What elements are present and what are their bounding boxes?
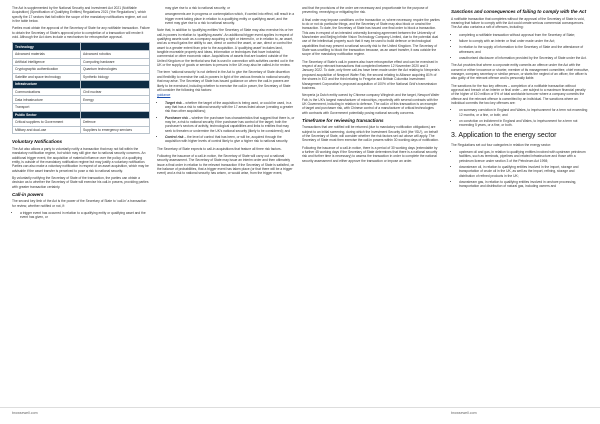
list-item: • failure to comply with an interim or final order made under the Act; bbox=[459, 39, 589, 43]
paragraph: Following the issuance of a call-in notice, there is a period of 30 working days (extendable by a further 45 working days if the Secretary of State determines that there is a national security risk and further time is necessary) to assess the transaction in order to complete the national security assessment and either approve the transaction or impose an order. bbox=[302, 145, 438, 163]
table-cell: Energy bbox=[81, 96, 150, 104]
table-cell bbox=[81, 81, 150, 89]
risk-title: Target risk bbox=[165, 100, 182, 105]
paragraph: Nexperia (a Dutch entity owned by Chinese company Wingtech and the target, Newport Wafer Fab, is the UK’s largest manufacturer of microchips, reportedly with several contracts with the UK Government, including in relation to defence. The call-in of this transaction is an example of target and purchaser risk, with Chinese control of a manufacturer of critical technologies with contracts with Government potentially posing national security concerns. bbox=[302, 93, 440, 115]
table-row bbox=[13, 50, 150, 58]
list-item: arrangements are in progress or contemplation which, if carried into effect, will result in a trigger event taking place in relation to a qualifying entity or qualifying asset, and the event may give rise to a risk to national security. bbox=[165, 12, 295, 26]
table-cell bbox=[81, 43, 150, 51]
bullet-list bbox=[451, 150, 589, 189]
list-item: • on summary conviction in England and Wales, to imprisonment for a term not exceeding 12 months, or a fine, or both; and bbox=[459, 108, 589, 117]
table-cell: Civil nuclear bbox=[81, 88, 150, 96]
column-2 bbox=[157, 6, 295, 179]
table-cell: Critical suppliers to Government bbox=[13, 119, 81, 127]
heading-call-in-powers: Call-in powers bbox=[12, 191, 44, 197]
table-cell bbox=[81, 111, 150, 119]
risk-title: Purchaser risk bbox=[165, 115, 188, 120]
list-item: • upstream oil and gas, in relation to qualifying entities involved with upstream petroleum facilities, such as terminals, pipelines and related infrastructure and those with a petroleum licence under section 3 of the Petroleum Act 1998; bbox=[459, 150, 589, 163]
list-item: • a trigger event has occurred in relation to a qualifying entity or qualifying asset and the event has given, or bbox=[20, 211, 150, 220]
table-cell: Data infrastructure bbox=[13, 96, 81, 104]
list-item bbox=[165, 116, 295, 133]
table-row bbox=[13, 73, 150, 81]
list-item bbox=[165, 101, 295, 114]
list-item: • downstream gas, in relation to qualifying entities involved in onshore processing, transportation and distribution of natural gas, including owners and bbox=[459, 180, 589, 189]
heading-voluntary-notifications: Voluntary Notifications bbox=[12, 139, 63, 145]
column-1 bbox=[12, 6, 150, 223]
table-cell: Artificial intelligence bbox=[13, 58, 81, 66]
risk-text: – whether the purchaser has characteristics that suggest that there is, or may be, a risk to national security if the purchaser has control of the target; both the purchaser’s sectors of activity, technological capabilities and links to entities that may seek to threaten or undermine the UK’s national security (likely to be considered); and bbox=[165, 115, 295, 133]
table-row bbox=[13, 126, 150, 134]
table-group-header bbox=[13, 81, 150, 89]
table-row bbox=[13, 104, 150, 112]
table-group-header bbox=[13, 111, 150, 119]
paragraph: A final order may impose conditions on the transaction or, where necessary, require the parties to do or not do particular things, and the Secretary of State may also block or unwind the transaction. To date, the Secretary of State has issued one final order to block a transaction. This was in respect of an intended university licensing agreement between the University of Manchester and Beijing Infinite Vision Technology Company Limited, due to the potential dual use of the intellectual property such that it may be used to build defence or technological capabilities that may present a national security risk to the United Kingdom. The Secretary of State was unwilling to block the transaction because, as an asset transfer, it was outside the scope of the mandatory notification regime. bbox=[302, 17, 440, 57]
sector-table bbox=[12, 42, 150, 134]
table-cell: Quantum technologies bbox=[81, 66, 150, 74]
table-cell: Military and dual-use bbox=[13, 126, 81, 134]
table-row bbox=[13, 58, 150, 66]
footer-left: browsewell.com bbox=[12, 411, 38, 415]
table-cell: Advanced materials bbox=[13, 50, 81, 58]
heading-sanctions: Sanctions and consequences of failing to comply with the Act bbox=[451, 9, 587, 14]
table-cell bbox=[81, 104, 150, 112]
table-cell: Satellite and space technology bbox=[13, 73, 81, 81]
table-cell: Defence bbox=[81, 119, 150, 127]
paragraph: The second key limb of the Act is the power of the Secretary of State to ‘call-in’ a transaction for review, whether notified or not, if: bbox=[12, 199, 147, 208]
guidance-link[interactable]: guidance bbox=[157, 93, 171, 98]
table-cell: Communications bbox=[13, 88, 81, 96]
paragraph: Transactions that are notified will be returned (due to mandatory notification obligations) are subject to an initial screening, during which the Investment Security Unit (the ‘ISU’), on behalf of the Secretary of State, will consider whether the risk factors set out above will apply. The Secretary of State must then exercise the call-in powers within 30 working days of notification. bbox=[302, 125, 439, 143]
paragraph: and that the provisions of the order are necessary and proportionate for the purpose of preventing, remedying or mitigating the risk. bbox=[302, 6, 429, 15]
list-item: • in relation to the supply of information to the Secretary of State and the attendance of witnesses; and bbox=[459, 45, 589, 54]
paragraph: The sanctions for the two key offences – completion of a notifiable transaction without approval and breach of an interim or final order – are subject to a maximum financial penalty of the higher of £10 million or 5% of total worldwide turnover where a company commits the offence and the relevant offence is committed by an individual. The sanctions where an individual commits the two key offences are: bbox=[451, 83, 586, 105]
column-4 bbox=[451, 6, 589, 192]
bullet-list bbox=[12, 211, 150, 220]
list-item bbox=[165, 135, 295, 144]
paragraph: Following the issuance of a call-in notice, the Secretary of State will carry out a national security assessment. The Secretary of State may issue an interim order and then ultimately issue a final order in relation to the relevant transaction if the Secretary of State is satisfied, on the balance of probabilities, that a trigger event has taken place (or that there will be a trigger event) and a risk to national security has arisen, or would arise, from the trigger event, bbox=[157, 153, 295, 176]
list-item: may give rise to a risk to national security; or bbox=[165, 6, 231, 10]
risk-text: – the level of control that has been, or will be, acquired through the acquisition with higher levels of control likely to give a higher risk to national security. bbox=[165, 134, 289, 144]
risk-title: Control risk bbox=[165, 134, 184, 139]
risk-factor-list bbox=[157, 101, 295, 144]
table-cell: Infrastructure bbox=[13, 81, 81, 89]
risk-text: – whether the target of the acquisition is being used, or could be used, in a way that has a risk to national security with the 17 areas listed above (creating a greater risk than other acquisitions); bbox=[165, 100, 294, 114]
paragraph: By voluntarily notifying the Secretary of State of the transaction, the parties can obtain a decision as to whether the Secretary of State will exercise his call-in powers, providing parties with greater transaction certainty. bbox=[12, 175, 149, 189]
bullet-list bbox=[451, 108, 589, 127]
table-row bbox=[13, 96, 150, 104]
section-heading-energy: 3. Application to the energy sector bbox=[451, 131, 557, 139]
table-cell: Cryptographic authentication bbox=[13, 66, 81, 74]
bullet-list bbox=[451, 33, 589, 61]
paragraph: The Secretary of State expects to call-in acquisitions that feature all three risk factors. bbox=[157, 146, 282, 151]
paragraph: The Act is supplemented by the National Security and Investment Act 2021 (Notifiable Acquisition) (Specification of Qualifying Entities) Regulations 2021 (‘the Regulations’), which specify the 17 sectors that fall within the scope of the mandatory notifications regime, set out in the table below. bbox=[12, 6, 147, 24]
table-cell: Technology bbox=[13, 43, 81, 51]
paragraph: The Act provides that where a corporate entity commits an offence under the Act with the consent or either innocence or shorter, member of its management committee, chief executive, manager, company secretary or similar person, or starts the neglect of an officer, the officer is also guilty of the relevant offence and is personally liable. bbox=[451, 63, 589, 81]
footer-rule bbox=[0, 407, 600, 408]
list-item: • downstream oil, in relation to qualifying entities involved in the import, storage and transportation of crude oil in the UK, as well as the import, refining, storage and distribution of refined products in the UK; bbox=[459, 165, 589, 178]
list-item: • unauthorised disclosure of information provided by the Secretary of State under the Act. bbox=[459, 56, 589, 60]
paragraph: Parties must obtain the approval of the Secretary of State for any notifiable transaction. Failure to obtain the Secretary of State’s approval prior to completion of a transaction will render it void. Although the Act does include a mechanism for retrospective approval. bbox=[12, 26, 150, 40]
bullet-list bbox=[157, 6, 295, 25]
footer-right: browsewell.com bbox=[451, 411, 477, 415]
table-cell: Advanced robotics bbox=[81, 50, 150, 58]
paragraph: The Secretary of State’s call-in powers also have retrospective effect and can be exercised in respect of any relevant transactions that completed between 12 November 2020 and 3 January 2022. To date, only three call-ins have been made under the Act relating to Nexperia’s proposed acquisition of Newport Wafer Fab, the second relating to Alliance acquiring 81% of the shares in ECI and the third relating to Fengzhe and Brittain Columbia Investment Management Corporation’s proposed acquisition of 100% of the National Grid’s transmission business. bbox=[302, 59, 440, 90]
column-3 bbox=[302, 6, 440, 166]
table-row bbox=[13, 66, 150, 74]
heading-timeframe: Timeframe for reviewing transactions bbox=[302, 117, 384, 123]
table-cell: Transport bbox=[13, 104, 81, 112]
table-cell: Suppliers to emergency services bbox=[81, 126, 150, 134]
paragraph: The Regulations set out four categories in relation the energy sector: bbox=[451, 142, 552, 147]
table-cell: Public Sector bbox=[13, 111, 81, 119]
table-row bbox=[13, 88, 150, 96]
table-cell: Synthetic biology bbox=[81, 73, 150, 81]
table-row bbox=[13, 119, 150, 127]
paragraph: A notifiable transaction that completes without the approval of the Secretary of State is void, meaning that failure to comply with the Act could create serious commercial consequences. The Act also contains a raft of offences, including: bbox=[451, 16, 585, 30]
list-item: • on conviction on indictment in England and Wales, to imprisonment for a term not exceeding 5 years, or a fine, or both. bbox=[459, 119, 589, 128]
guidance-link-line bbox=[157, 93, 295, 97]
table-group-header bbox=[13, 43, 150, 51]
paragraph: Note that, in addition to ‘qualifying entities’ the Secretary of State may also exercise his or her call-in powers in relation to ‘qualifying assets’. An additional trigger event applies in respect of qualifying assets such as a company acquiring a right or interest in, or in relation to, an asset, and as a result gains the ability to use, direct or control the asset, or use, direct or control the asset to a greater extent than prior to the acquisition. A ‘qualifying asset’ includes land, tangible moveable property and ideas, information or techniques that have industrial, commercial or other economic value. Acquisitions of assets that are located outside of the United Kingdom or the territorial sea that is used in connection with activities carried out in the UK or the supply of goods or services to persons in the UK may also be called-in for review. bbox=[157, 28, 294, 68]
table-cell: Computing hardware bbox=[81, 58, 150, 66]
paragraph: The term ‘national security’ is not defined in the Act to give the Secretary of State discretion and flexibility to exercise the call-in powers in light of the various threats to national security that may arise. The Secretary of State has issued guidance on when the call-in powers are likely to be exercised, including whether to exercise the call-in power, the Secretary of State will consider the following risk factors: bbox=[157, 70, 291, 92]
list-item: • completing a notifiable transaction without approval from the Secretary of State; bbox=[459, 33, 589, 37]
paragraph: The Act also allows a party to voluntarily notify a transaction that may not fall within the mandatory notification regime, but which may still give rise to national security concerns. An additional trigger event, the acquisition of material influence over the policy of a qualifying entity, is outside of the mandatory notification regime but may justify a voluntary notification. Parties can also make a voluntary notification in respect of an asset acquisition, which may be advisable if the asset transfer is perceived to pose a risk to national security. bbox=[12, 146, 149, 173]
